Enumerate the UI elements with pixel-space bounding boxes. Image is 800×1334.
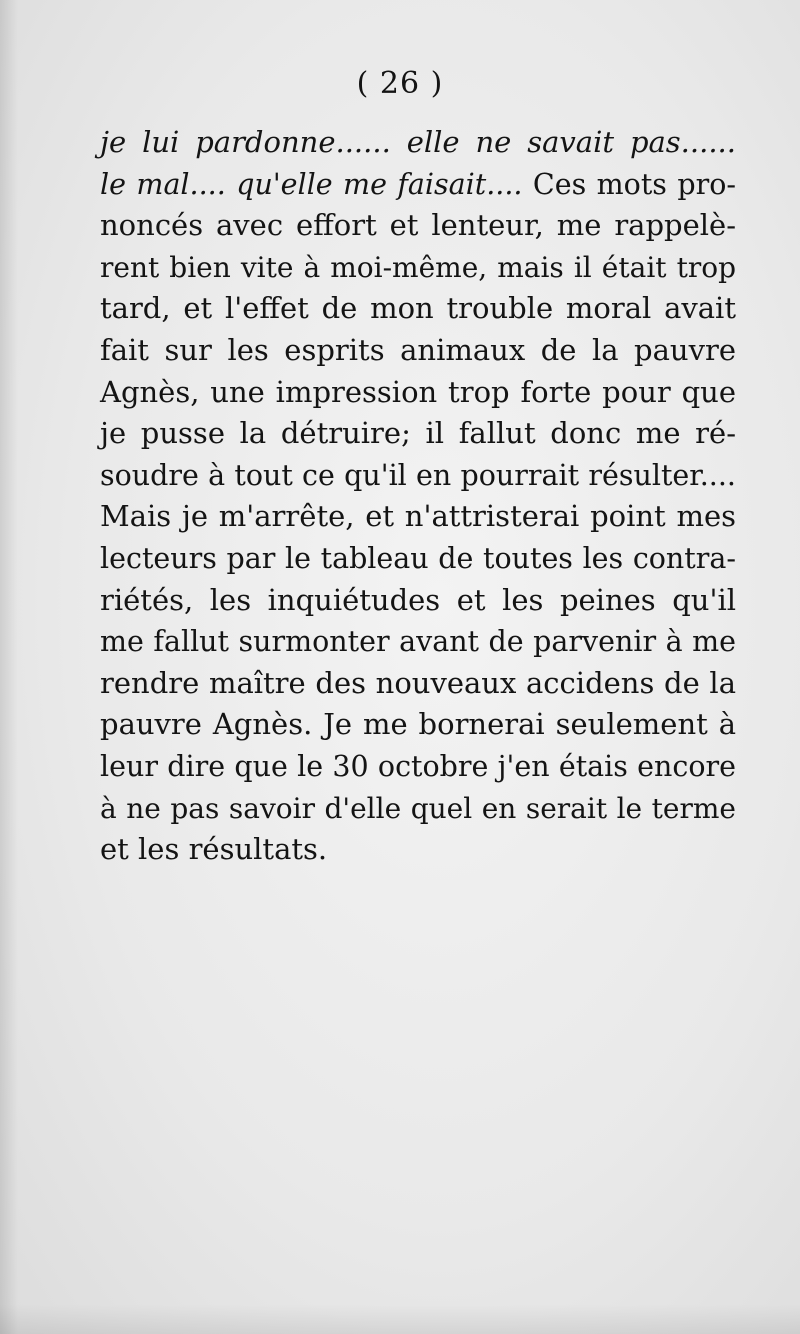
text-line [100,122,736,164]
text-line [100,247,736,289]
roman-text: rendre maître des nouveaux accidens de la [100,665,736,700]
text-line [100,205,736,247]
roman-text: rent bien vite à moi-même, mais il était trop [100,250,736,284]
roman-text: fait sur les esprits animaux de la pauvre [100,332,736,367]
roman-text: Ces mots pro- [522,167,736,201]
italic-text: je lui pardonne...... elle ne savait pas...... [100,125,736,159]
text-line [100,413,736,455]
roman-text: Agnès, une impression trop forte pour que [100,374,736,409]
roman-text: leur dire que le 30 octobre j'en étais encore [100,749,736,783]
page-number: ( 26 ) [356,66,444,101]
roman-text: tard, et l'effet de mon trouble moral avait [100,291,736,326]
text-line [100,538,736,580]
body-text [100,122,736,871]
roman-text: noncés avec effort et lenteur, me rappelè- [100,208,736,243]
text-line [100,580,736,622]
text-line [100,746,736,788]
italic-text: le mal.... qu'elle me faisait.... [100,167,523,201]
page-bottom-shadow [0,1304,800,1334]
text-line [100,496,736,538]
text-line [100,829,736,871]
roman-text: riétés, les inquiétudes et les peines qu'il [100,582,736,617]
text-line [100,372,736,414]
roman-text: et les résultats. [100,832,328,867]
text-line [100,788,736,830]
page-edge-shadow [0,0,18,1334]
text-line [100,663,736,705]
text-line [100,330,736,372]
roman-text: soudre à tout ce qu'il en pourrait résulter.... [100,458,736,492]
roman-text: me fallut surmonter avant de parvenir à me [100,625,736,659]
text-line [100,164,736,206]
roman-text: pauvre Agnès. Je me bornerai seulement à [100,707,736,742]
text-line [100,621,736,663]
roman-text: lecteurs par le tableau de toutes les contra- [100,541,736,575]
roman-text: Mais je m'arrête, et n'attristerai point mes [100,499,736,534]
roman-text: à ne pas savoir d'elle quel en serait le terme [100,791,736,825]
text-line [100,455,736,497]
text-line [100,288,736,330]
text-line [100,704,736,746]
roman-text: je pusse la détruire; il fallut donc me ré- [100,416,736,451]
